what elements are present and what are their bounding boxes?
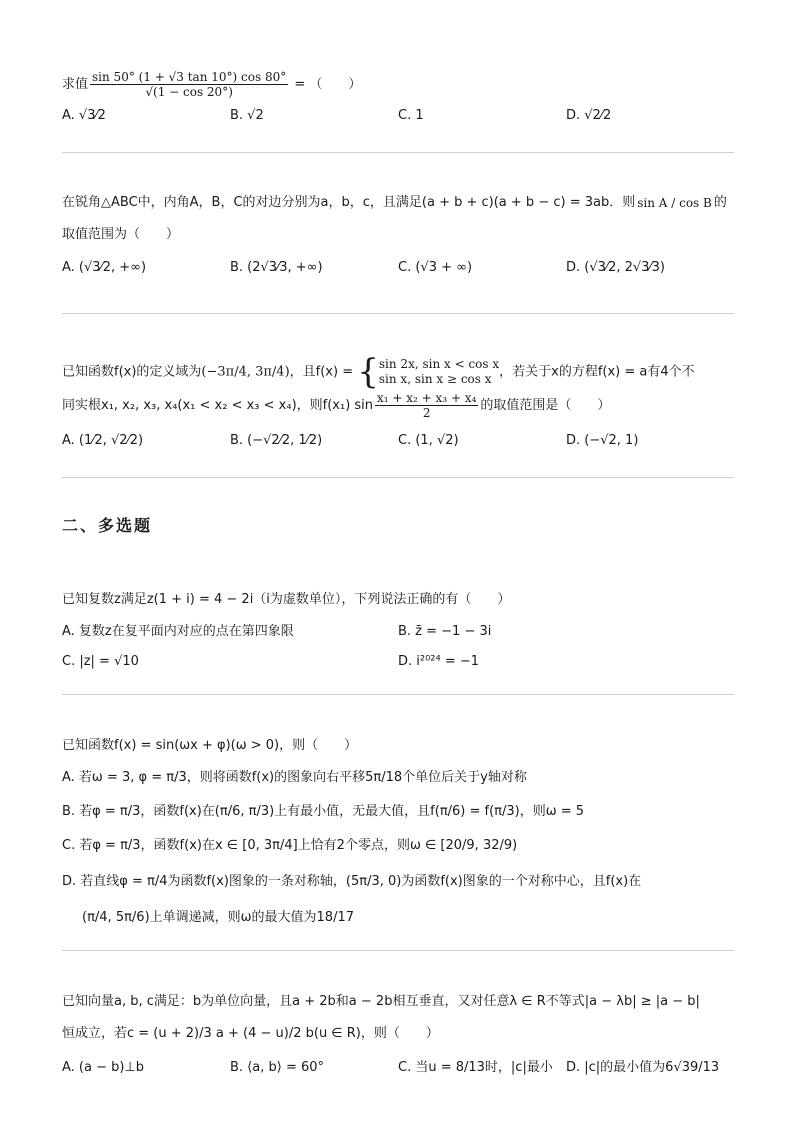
divider bbox=[62, 477, 734, 478]
divider bbox=[62, 152, 734, 153]
q3-option-c[interactable]: C. (1, √2) bbox=[398, 433, 459, 448]
question-2 bbox=[62, 185, 734, 300]
q1-option-a[interactable]: A. √3⁄2 bbox=[62, 108, 106, 123]
q5-option-c[interactable]: C. 若φ = π/3，函数f(x)在x ∈ [0, 3π/4]上恰有2个零点，则ω ∈ [20/9, 32/9) bbox=[62, 838, 518, 853]
q3-option-b[interactable]: B. (−√2⁄2, 1⁄2) bbox=[230, 433, 323, 448]
q3-line1-c: ，若关于x的方程f(x) = a有4个不 bbox=[499, 364, 695, 380]
q2-line1-text: 在锐角△ABC中，内角A，B，C的对边分别为a，b，c，且满足(a + b + c)(a + b − c) = 3ab．则 bbox=[62, 195, 636, 210]
q5-option-d-line2: (π/4, 5π/6)上单调递减，则ω的最大值为18/17 bbox=[82, 910, 354, 925]
q5-option-b[interactable]: B. 若φ = π/3，函数f(x)在(π/6, π/3)上有最小值，无最大值，且f(π/6) = f(π/3)，则ω = 5 bbox=[62, 804, 585, 819]
q1-option-b[interactable]: B. √2 bbox=[230, 108, 264, 123]
q2-option-b[interactable]: B. (2√3⁄3, +∞) bbox=[230, 260, 323, 275]
q3-cases bbox=[379, 357, 499, 387]
q3-option-d[interactable]: D. (−√2, 1) bbox=[566, 433, 639, 448]
q4-option-c[interactable]: C. |z| = √10 bbox=[62, 654, 139, 669]
q3-frac-num: x₁ + x₂ + x₃ + x₄ bbox=[377, 391, 477, 405]
question-3 bbox=[62, 345, 734, 470]
q4-option-b[interactable]: B. z̄ = −1 − 3i bbox=[398, 624, 492, 639]
q5-stem: 已知函数f(x) = sin(ωx + φ)(ω > 0)，则（ ） bbox=[62, 738, 358, 753]
q6-option-d[interactable]: D. |c|的最小值为6√39/13 bbox=[566, 1060, 720, 1075]
q3-domain: (−3π/4, 3π/4) bbox=[201, 364, 290, 380]
q2-fraction: sin A / cos B bbox=[637, 195, 712, 210]
q5-option-d-line1[interactable]: D. 若直线φ = π/4为函数f(x)图象的一条对称轴，(5π/3, 0)为函数f(x)图象的一个对称中心，且f(x)在 bbox=[62, 874, 642, 889]
question-5 bbox=[62, 734, 734, 939]
q2-option-a[interactable]: A. (√3⁄2, +∞) bbox=[62, 260, 147, 275]
q6-option-c[interactable]: C. 当u = 8/13时，|c|最小 bbox=[398, 1060, 553, 1075]
question-6 bbox=[62, 990, 734, 1100]
q1-prefix: 求值 bbox=[62, 77, 89, 92]
q1-numerator: sin 50° (1 + √3 tan 10°) cos 80° bbox=[92, 70, 287, 84]
q3-frac-den: 2 bbox=[422, 406, 431, 420]
q1-option-d[interactable]: D. √2⁄2 bbox=[566, 108, 612, 123]
q6-stem-line1: 已知向量a, b, c满足：b为单位向量，且a + 2b和a − 2b相互垂直，又对任意λ ∈ R不等式|a − λb| ≥ |a − b| bbox=[62, 994, 700, 1009]
q4-option-d[interactable]: D. i²⁰²⁴ = −1 bbox=[398, 654, 480, 669]
q3-stem-line1 bbox=[62, 352, 695, 392]
q2-option-d[interactable]: D. (√3⁄2, 2√3⁄3) bbox=[566, 260, 665, 275]
question-4 bbox=[62, 588, 734, 683]
divider bbox=[62, 694, 734, 695]
q3-brace: { bbox=[357, 352, 379, 392]
section-title: 二、多选题 bbox=[62, 516, 153, 535]
q3-line2-b: 的取值范围是（ ） bbox=[480, 398, 611, 413]
divider bbox=[62, 313, 734, 314]
q2-line1-end: 的 bbox=[713, 195, 727, 210]
q6-stem-line2: 恒成立，若c = (u + 2)/3 a + (4 − u)/2 b(u ∈ R)，则（ ） bbox=[62, 1026, 439, 1041]
q4-option-a[interactable]: A. 复数z在复平面内对应的点在第四象限 bbox=[62, 624, 294, 639]
q1-denominator: √(1 − cos 20°) bbox=[145, 85, 233, 99]
q1-stem bbox=[62, 70, 361, 99]
q1-suffix: = （ ） bbox=[294, 77, 362, 92]
q3-stem-line2 bbox=[62, 391, 610, 420]
q2-stem-line2: 取值范围为（ ） bbox=[62, 227, 180, 242]
q1-fraction bbox=[90, 70, 288, 99]
q6-option-a[interactable]: A. (a − b)⊥b bbox=[62, 1060, 145, 1075]
q3-option-a[interactable]: A. (1⁄2, √2⁄2) bbox=[62, 433, 144, 448]
q2-stem-line1 bbox=[62, 193, 727, 213]
q6-option-b[interactable]: B. ⟨a, b⟩ = 60° bbox=[230, 1060, 325, 1075]
q3-line1-a: 已知函数f(x)的定义域为 bbox=[62, 364, 202, 380]
divider bbox=[62, 950, 734, 951]
q1-option-c[interactable]: C. 1 bbox=[398, 108, 424, 123]
q3-case-2: sin x, sin x ≥ cos x bbox=[378, 372, 492, 386]
q3-line1-b: ，且f(x) = bbox=[289, 364, 354, 380]
q2-option-c[interactable]: C. (√3 + ∞) bbox=[398, 260, 473, 275]
q5-option-a[interactable]: A. 若ω = 3, φ = π/3，则将函数f(x)的图象向右平移5π/18个单位后关于y轴对称 bbox=[62, 770, 527, 785]
question-1 bbox=[62, 50, 734, 140]
q3-line2-fraction bbox=[375, 391, 478, 420]
q4-stem: 已知复数z满足z(1 + i) = 4 − 2i（i为虚数单位），下列说法正确的有（ ） bbox=[62, 592, 511, 607]
q3-case-1: sin 2x, sin x < cos x bbox=[378, 357, 500, 371]
q3-line2-a: 同实根x₁, x₂, x₃, x₄(x₁ < x₂ < x₃ < x₄)，则f(x₁) sin bbox=[62, 398, 374, 413]
